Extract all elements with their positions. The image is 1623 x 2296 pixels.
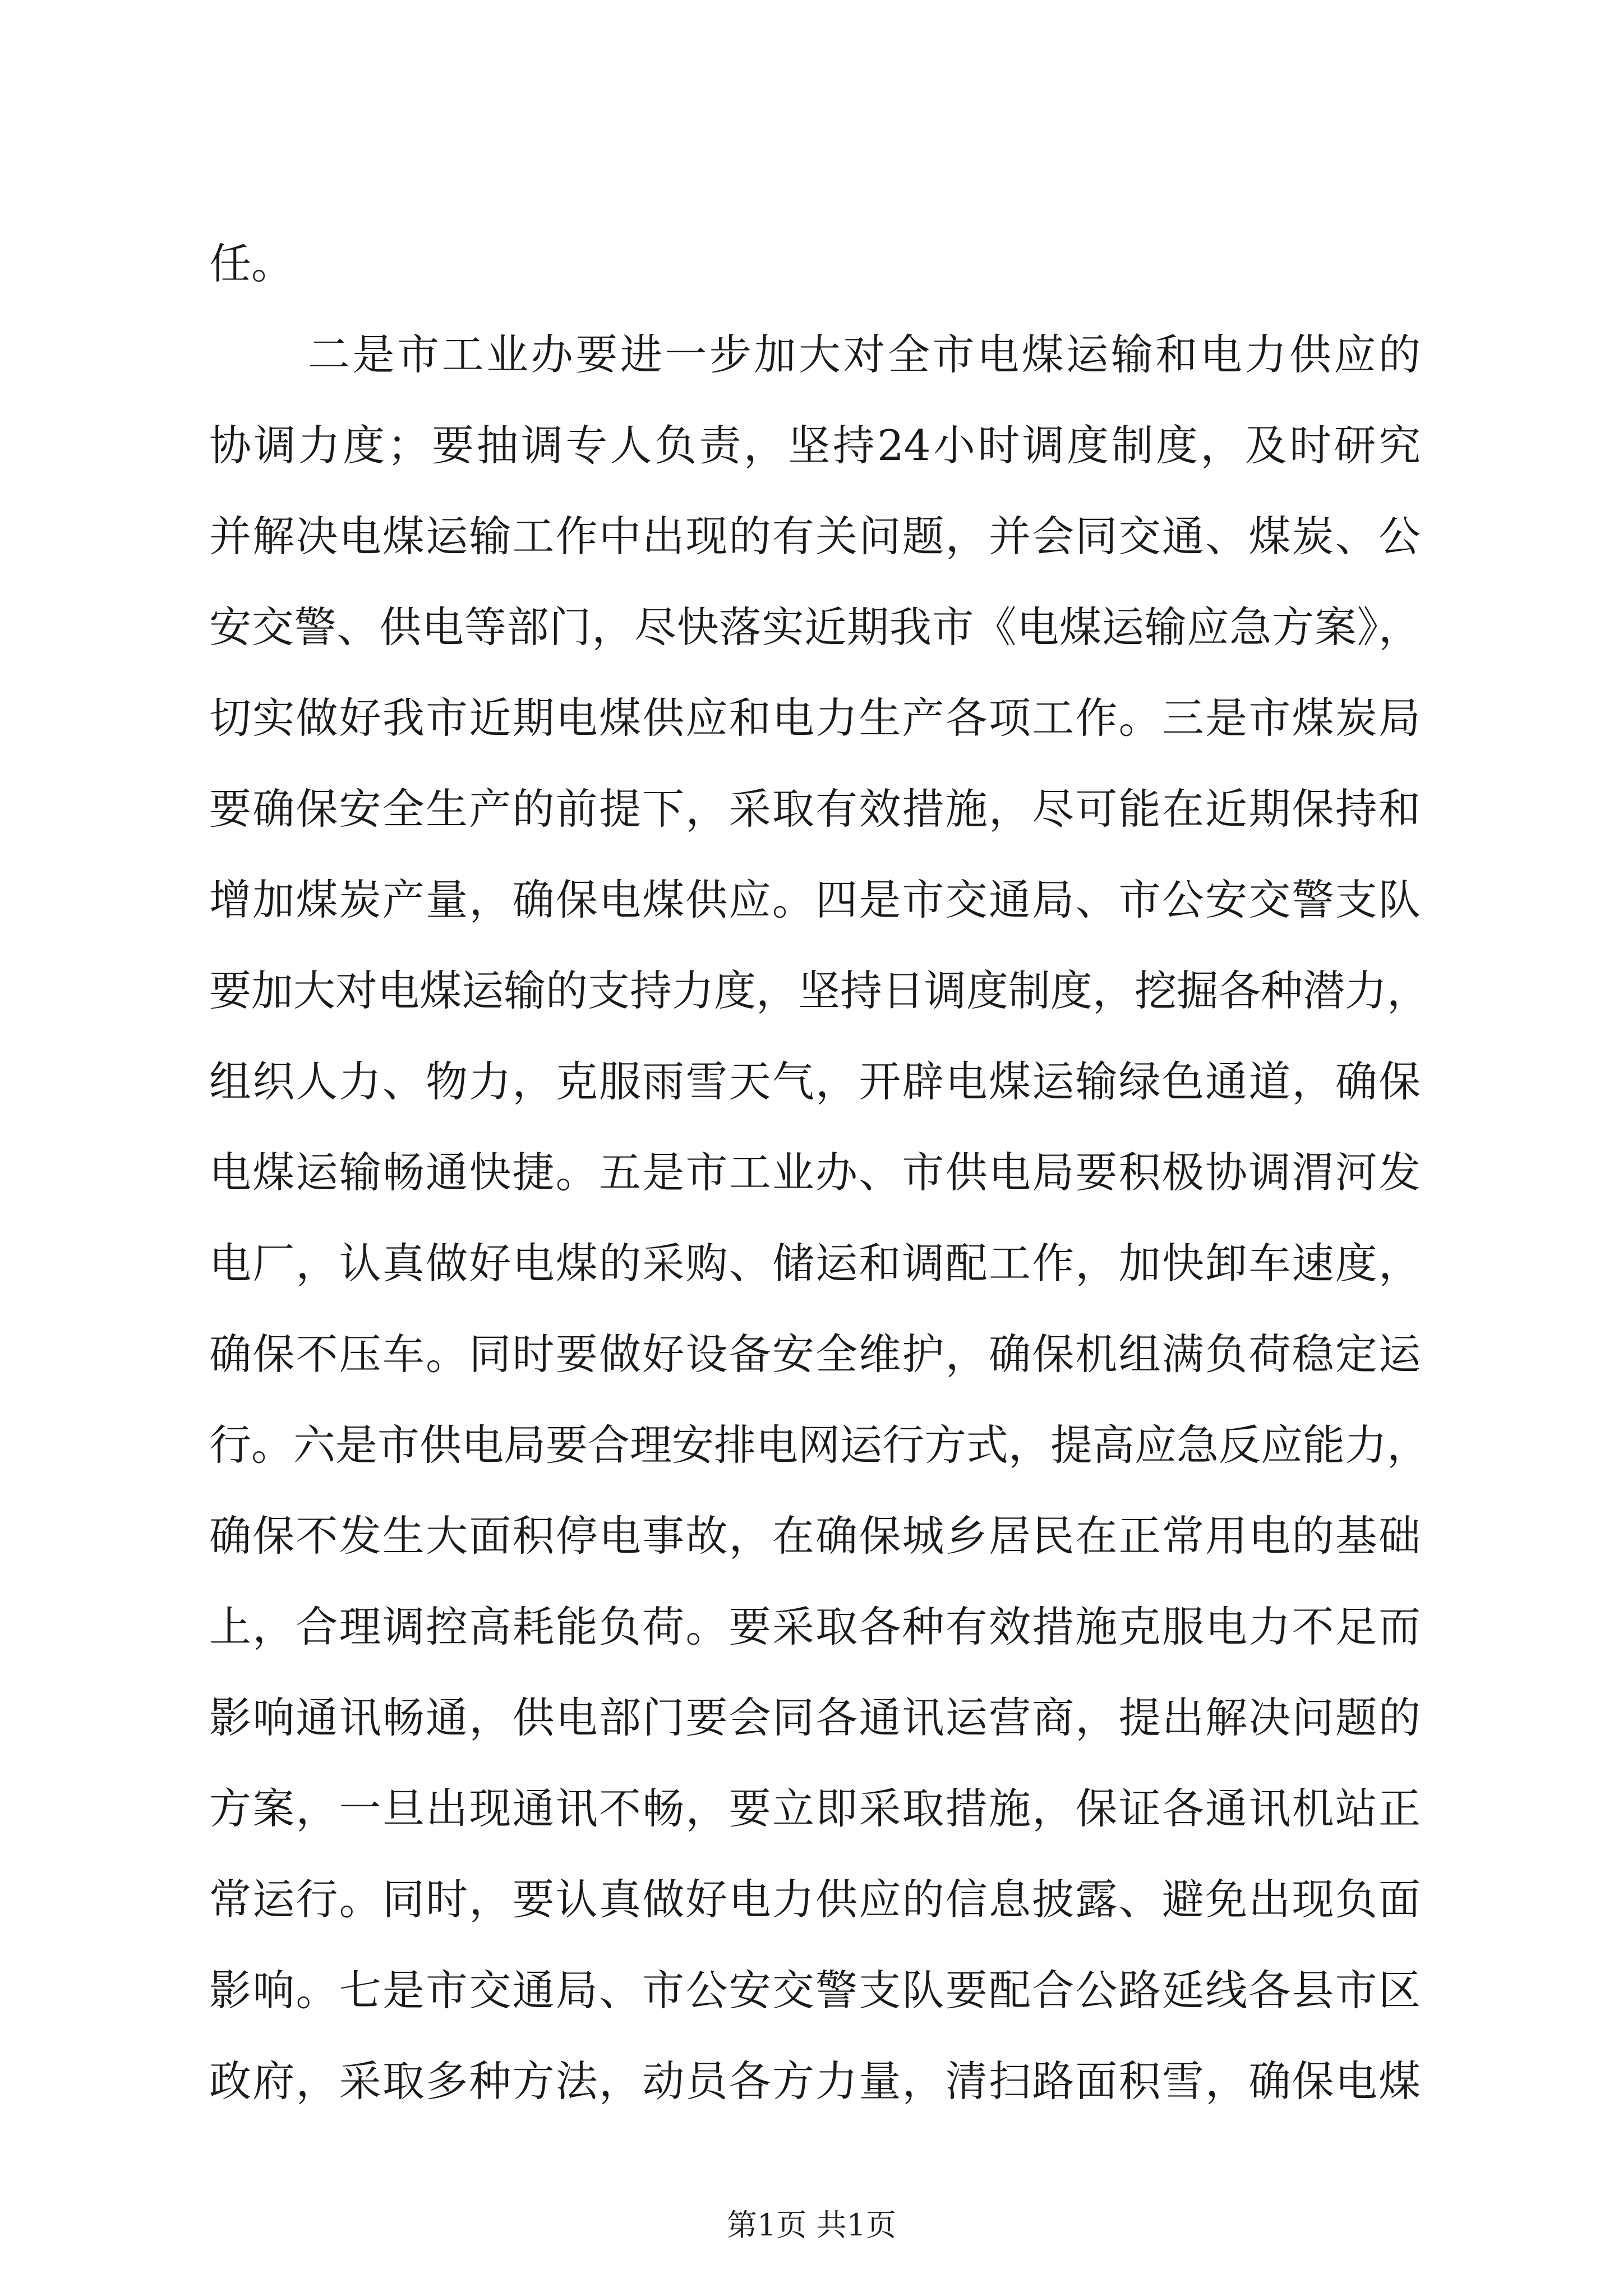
text-line: 常运行。同时，要认真做好电力供应的信息披露、避免出现负面 — [209, 1875, 1421, 1924]
text-line: 电煤运输畅通快捷。五是市工业办、市供电局要积极协调渭河发 — [209, 1148, 1421, 1197]
text-line: 安交警、供电等部门，尽快落实近期我市《电煤运输应急方案》， — [209, 602, 1421, 652]
text-line: 要确保安全生产的前提下，采取有效措施，尽可能在近期保持和 — [209, 784, 1421, 834]
paragraph-first-line: 二是市工业办要进一步加大对全市电煤运输和电力供应的 — [308, 330, 1421, 379]
text-line: 切实做好我市近期电煤供应和电力生产各项工作。三是市煤炭局 — [209, 693, 1421, 743]
text-line: 并解决电煤运输工作中出现的有关问题，并会同交通、煤炭、公 — [209, 512, 1421, 561]
text-line: 要加大对电煤运输的支持力度，坚持日调度制度，挖掘各种潜力， — [209, 966, 1430, 1015]
text-line: 任。 — [209, 239, 294, 288]
page-number-footer: 第1页 共1页 — [727, 2207, 896, 2243]
text-line: 影响。七是市交通局、市公安交警支队要配合公路延线各县市区 — [209, 1966, 1421, 2015]
text-line: 协调力度；要抽调专人负责，坚持24小时调度制度，及时研究 — [209, 421, 1421, 470]
text-line: 上，合理调控高耗能负荷。要采取各种有效措施克服电力不足而 — [209, 1602, 1421, 1651]
text-line: 组织人力、物力，克服雨雪天气，开辟电煤运输绿色通道，确保 — [209, 1057, 1421, 1106]
text-line: 行。六是市供电局要合理安排电网运行方式，提高应急反应能力， — [209, 1420, 1430, 1470]
text-line: 确保不发生大面积停电事故，在确保城乡居民在正常用电的基础 — [209, 1511, 1421, 1561]
text-line: 电厂，认真做好电煤的采购、储运和调配工作，加快卸车速度， — [209, 1239, 1421, 1288]
text-line: 确保不压车。同时要做好设备安全维护，确保机组满负荷稳定运 — [209, 1329, 1421, 1379]
text-line: 政府，采取多种方法，动员各方力量，清扫路面积雪，确保电煤 — [209, 2056, 1421, 2106]
text-line: 方案，一旦出现通讯不畅，要立即采取措施，保证各通讯机站正 — [209, 1784, 1421, 1833]
text-line: 影响通讯畅通，供电部门要会同各通讯运营商，提出解决问题的 — [209, 1693, 1421, 1742]
text-line: 增加煤炭产量，确保电煤供应。四是市交通局、市公安交警支队 — [209, 875, 1421, 924]
